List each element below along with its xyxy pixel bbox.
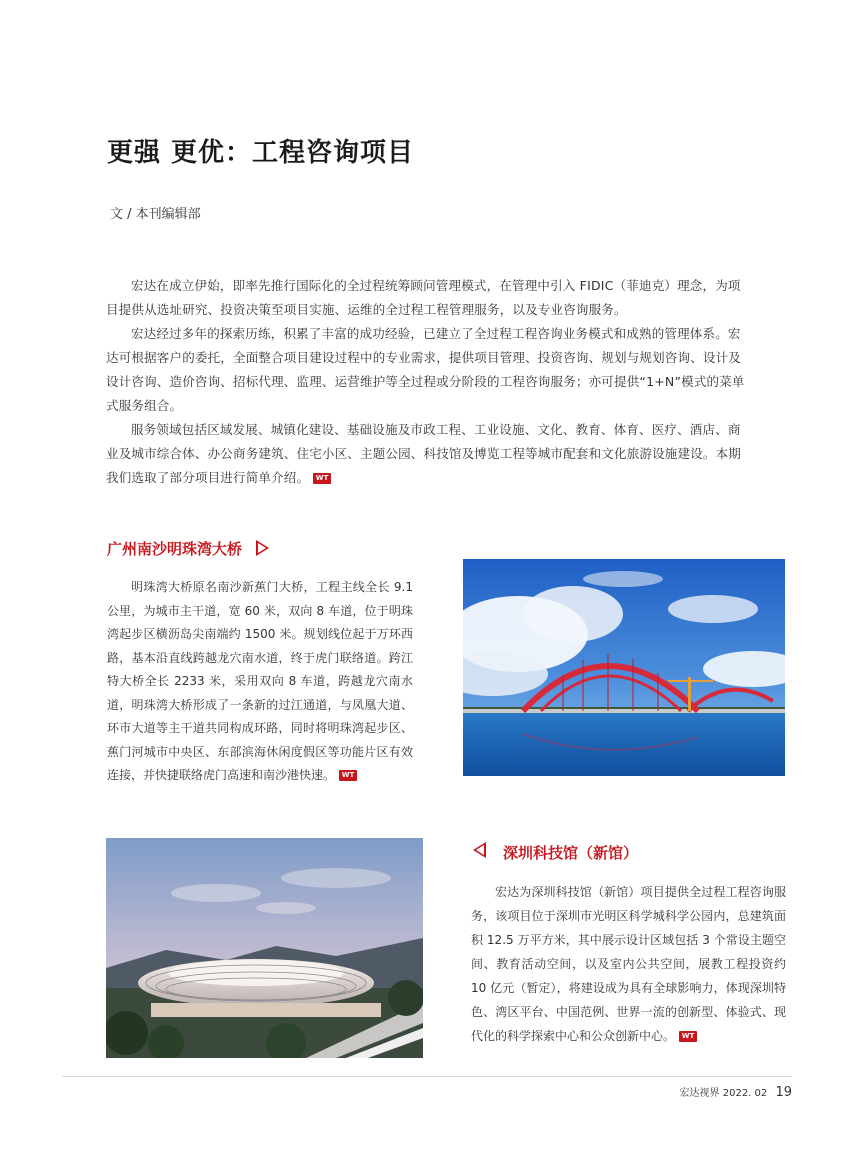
intro-paragraph-text: 服务领域包括区域发展、城镇化建设、基础设施及市政工程、工业设施、文化、教育、体育、医疗、酒店、商业及城市综合体、办公商务建筑、住宅小区、主题公园、科技馆及博览工程等城市配套和文化旅游设施建设。本期我们选取了部分项目进行简单介绍。 (106, 422, 742, 485)
section-paragraph (471, 880, 786, 1048)
section-paragraph (107, 576, 413, 788)
issue-number: 2022. 02 (722, 1088, 768, 1099)
wt-end-mark: WT (339, 770, 357, 781)
page-number: 19 (775, 1085, 792, 1100)
intro-paragraph (106, 418, 751, 490)
page-title: 更强 更优：工程咨询项目 (107, 138, 415, 168)
magazine-name: 宏达视界 (679, 1088, 720, 1099)
section-paragraph-text: 宏达为深圳科技馆（新馆）项目提供全过程工程咨询服务，该项目位于深圳市光明区科学城科学公园内，总建筑面积 12.5 万平方米，其中展示设计区域包括 3 个常设主题空间、教育活动空间，以及室内公共空间，展教工程投资约 10 亿元（暂定），将建设成为具有全球影响力，体现深圳特色、湾区平台、中国范例、世界一流的创新型、体验式、现代化的科学探索中心和公众创新中心。 (471, 885, 786, 1043)
section-body-bridge (107, 576, 413, 788)
intro-text (106, 274, 751, 490)
section-body-museum (471, 880, 786, 1048)
wt-end-mark: WT (679, 1031, 697, 1042)
page-footer (680, 1084, 792, 1100)
museum-illustration (106, 838, 423, 1058)
triangle-left-icon (473, 842, 486, 858)
bridge-illustration (463, 559, 785, 776)
intro-paragraph: 宏达经过多年的探索历练，积累了丰富的成功经验，已建立了全过程工程咨询业务模式和成熟的管理体系。宏达可根据客户的委托，全面整合项目建设过程中的专业需求，提供项目管理、投资咨询、规划与规划咨询、设计及设计咨询、造价咨询、招标代理、监理、运营维护等全过程或分阶段的工程咨询服务；亦可提供“1+N”模式的菜单式服务组合。 (106, 326, 745, 413)
section-title-bridge: 广州南沙明珠湾大桥 (107, 540, 243, 558)
byline: 文 / 本刊编辑部 (110, 207, 201, 222)
section-paragraph-text: 明珠湾大桥原名南沙新蕉门大桥，工程主线全长 9.1 公里，为城市主干道，宽 60 米，双向 8 车道，位于明珠湾起步区横沥岛尖南端约 1500 米。规划线位起于万环西路，基本沿直线跨越龙穴南水道，终于虎门联络道。跨江特大桥全长 2233 米，采用双向 8 车道，跨越龙穴南水道，明珠湾大桥形成了一条新的过江通道，与凤凰大道、环市大道等主干道共同构成环路，同时将明珠湾起步区、蕉门河城市中央区、东部滨海休闲度假区等功能片区有效连接，并快捷联络虎门高速和南沙港快速。 (107, 580, 413, 782)
wt-end-mark: WT (313, 473, 331, 484)
triangle-right-icon (256, 540, 269, 556)
bridge-photo (463, 559, 785, 776)
museum-photo (106, 838, 423, 1058)
footer-divider (62, 1076, 792, 1077)
intro-paragraph: 宏达在成立伊始，即率先推行国际化的全过程统筹顾问管理模式，在管理中引入 FIDIC（菲迪克）理念，为项目提供从选址研究、投资决策至项目实施、运维的全过程工程管理服务，以及专业咨询服务。 (106, 278, 741, 317)
section-title-museum: 深圳科技馆（新馆） (503, 844, 639, 862)
